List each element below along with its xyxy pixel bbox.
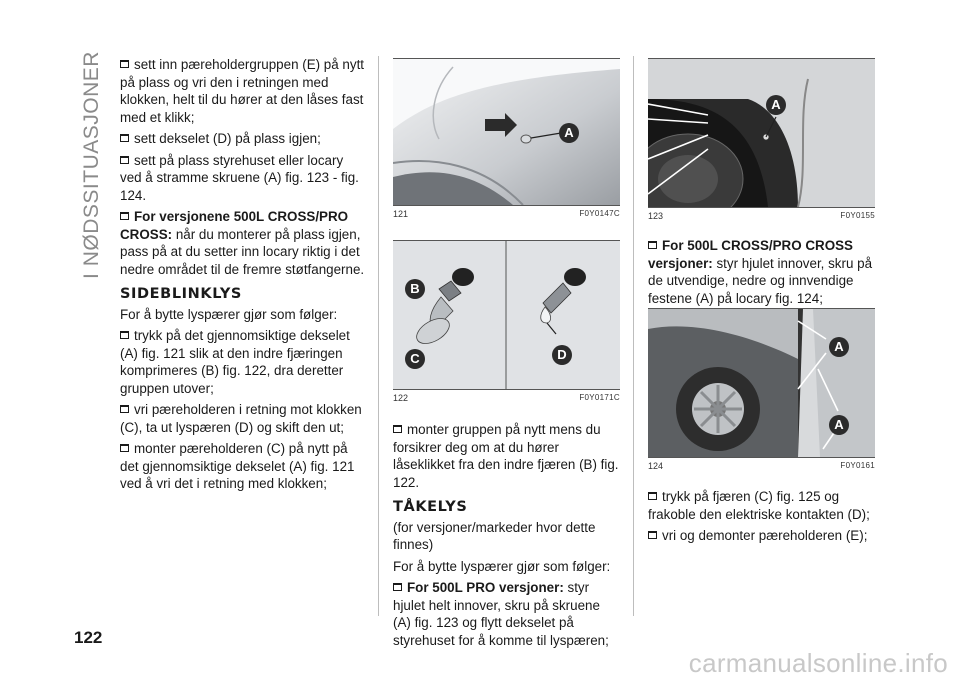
step-square-icon [120, 134, 129, 142]
figure-caption [393, 209, 620, 219]
figure-number: 123 [648, 211, 664, 221]
step-insert-holder: sett inn pæreholdergruppen (E) på nytt på plass og vri den i retningen med klokken, helt til du hører at den låses fast med et klikk; [120, 57, 365, 125]
figure-122 [393, 240, 620, 403]
figure-code: F0Y0161 [840, 461, 875, 470]
column-divider-1 [378, 56, 379, 616]
side-title-text: I NØDSSITUASJONER [80, 51, 103, 279]
column-right-text-top [648, 237, 876, 311]
step-press-cover: trykk på det gjennomsiktige dekselet (A) fig. 121 slik at den indre fjæringen komprimeres (B) fig. 122, dra deretter gruppen utover; [120, 328, 350, 396]
step-cross-pro-versions: For 500L CROSS/PRO CROSS versjoner: styr hjulet innover, skru på de utvendige, nedre og innvendige festene (A) på locary fig. 124; [648, 238, 873, 306]
callout-a: A [766, 95, 786, 115]
callout-a-lower: A [829, 415, 849, 435]
page-number: 122 [74, 628, 103, 647]
step-square-icon [648, 241, 657, 249]
figure-number: 121 [393, 209, 409, 219]
figure-123 [648, 58, 875, 221]
callout-b: B [405, 279, 425, 299]
section-side-title [78, 50, 106, 280]
step-rotate-holder: vri pæreholderen i retning mot klokken (C), ta ut lyspæren (D) og skift den ut; [120, 402, 362, 435]
figure-number: 122 [393, 393, 409, 403]
step-square-icon [120, 331, 129, 339]
step-refit-cover: sett dekselet (D) på plass igjen; [120, 130, 366, 148]
step-square-icon [120, 212, 129, 220]
step-pro-versions: For 500L PRO versjoner: styr hjulet helt innover, skru på skruene (A) fig. 123 og flytt dekselet på styrehuset for å komme til lyspæren; [393, 580, 609, 648]
figure-caption [648, 211, 875, 221]
car-front-side-illustration [393, 59, 620, 205]
heading-side-indicators: SIDEBLINKLYS [120, 286, 242, 302]
figure-caption [393, 393, 620, 403]
step-square-icon [648, 492, 657, 500]
wheel-arch-illustration [648, 59, 875, 207]
step-square-icon [120, 60, 129, 68]
heading-fog-lights: TÅKELYS [393, 499, 468, 515]
figure-code: F0Y0155 [840, 211, 875, 220]
side-indicator-parts-illustration [393, 241, 620, 389]
column-middle-text [393, 421, 621, 653]
step-square-icon [120, 444, 129, 452]
figure-code: F0Y0171C [579, 393, 620, 402]
callout-a: A [559, 123, 579, 143]
figure-number: 124 [648, 461, 664, 471]
callout-a-upper: A [829, 337, 849, 357]
step-refit-holder: monter pæreholderen (C) på nytt på det gjennomsiktige dekselet (A) fig. 121 ved å vri det i retning med klokken; [120, 441, 355, 491]
fog-lights-availability: (for versjoner/markeder hvor dette finnes) [393, 519, 596, 552]
figure-code: F0Y0147C [579, 209, 620, 218]
step-square-icon [120, 405, 129, 413]
column-right-text-bottom [648, 488, 876, 549]
step-refit-housing: sett på plass styrehuset eller locary ved å stramme skruene (A) fig. 123 - fig. 124. [120, 152, 359, 203]
intro-side-indicators: For å bytte lyspærer gjør som følger: [120, 306, 338, 322]
step-refit-group: monter gruppen på nytt mens du forsikrer deg om at du hører låseklikket fra den indre fjæren (B) fig. 122. [393, 422, 619, 490]
callout-d: D [552, 345, 572, 365]
step-remove-holder: vri og demonter pæreholderen (E); [648, 527, 876, 545]
step-cross-versions: For versjonene 500L CROSS/PRO CROSS: når du monterer på plass igjen, pass på at du setter inn locary riktig i det nedre området til de fremre støtfangerne. [120, 209, 365, 277]
intro-fog-lights: For å bytte lyspærer gjør som følger: [393, 558, 611, 574]
step-press-spring: trykk på fjæren (C) fig. 125 og frakoble den elektriske kontakten (D); [648, 489, 870, 522]
watermark: carmanualsonline.info [688, 648, 948, 678]
figure-124 [648, 308, 875, 471]
column-divider-2 [633, 56, 634, 616]
step-square-icon [393, 425, 402, 433]
step-square-icon [648, 531, 657, 539]
callout-c: C [405, 349, 425, 369]
column-left [120, 56, 366, 497]
step-square-icon [393, 583, 402, 591]
figure-caption [648, 461, 875, 471]
figure-121 [393, 58, 620, 219]
step-square-icon [120, 156, 129, 164]
